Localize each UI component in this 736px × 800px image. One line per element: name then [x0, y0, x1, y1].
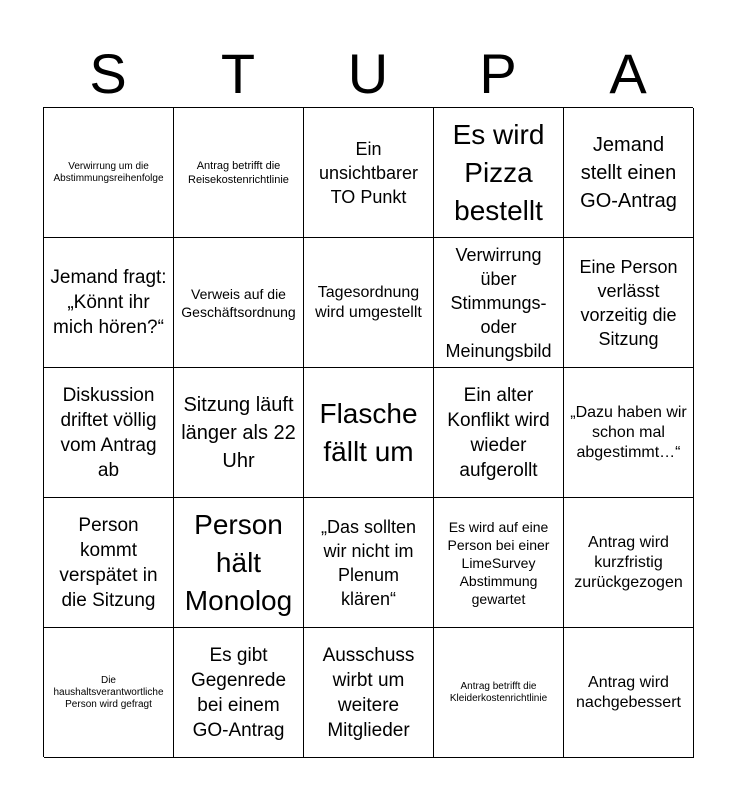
bingo-cell-1-2[interactable] [174, 108, 304, 238]
bingo-cell-3-2[interactable] [174, 368, 304, 498]
bingo-cell-text: Person kommt verspätet in die Sitzung [59, 514, 158, 611]
bingo-cell-text: „Das sollten wir nicht im Plenum klären“ [320, 516, 417, 609]
bingo-cell-4-1[interactable] [44, 498, 174, 628]
bingo-cell-text: Es wird Pizza bestellt [452, 118, 545, 226]
bingo-cell-text: Die haushaltsverantwortliche Person wird gefragt [53, 674, 164, 710]
header-letter-u: U [347, 42, 389, 105]
header-letter-t: T [220, 42, 256, 105]
bingo-cell-text: Sitzung läuft länger als 22 Uhr [181, 393, 296, 472]
bingo-cell-text: Verweis auf die Geschäftsordnung [181, 285, 296, 320]
bingo-cell-5-5[interactable] [564, 628, 694, 758]
bingo-cell-text: Ausschuss wirbt um weitere Mitglieder [322, 644, 415, 741]
bingo-cell-4-2[interactable] [174, 498, 304, 628]
bingo-cell-text: Person hält Monolog [184, 508, 293, 616]
bingo-board [43, 107, 693, 757]
bingo-cell-3-3[interactable] [304, 368, 434, 498]
bingo-cell-3-5[interactable] [564, 368, 694, 498]
header-letter-a: A [609, 42, 647, 105]
bingo-cell-text: Ein alter Konflikt wird wieder aufgerollt [447, 384, 550, 481]
bingo-cell-text: Jemand fragt: „Könnt ihr mich hören?“ [50, 267, 167, 338]
bingo-cell-text: Tagesordnung wird umgestellt [315, 283, 422, 321]
header-letter-p: P [479, 42, 517, 105]
bingo-cell-text: Antrag wird kurzfristig zurückgezogen [574, 533, 683, 591]
bingo-cell-text: Eine Person verlässt vorzeitig die Sitzung [579, 256, 678, 349]
bingo-cell-text: Es gibt Gegenrede bei einem GO-Antrag [190, 644, 287, 741]
bingo-cell-4-5[interactable] [564, 498, 694, 628]
bingo-cell-2-3[interactable] [304, 238, 434, 368]
bingo-cell-text: Es wird auf eine Person bei einer LimeSurvey Abstimmung gewartet [447, 518, 550, 607]
bingo-cell-3-4[interactable] [434, 368, 564, 498]
bingo-cell-text: Jemand stellt einen GO-Antrag [580, 133, 677, 212]
bingo-cell-text: Antrag betrifft die Kleiderkostenrichtlinie [449, 680, 548, 704]
bingo-cell-5-1[interactable] [44, 628, 174, 758]
bingo-cell-text: Verwirrung um die Abstimmungsreihenfolge [53, 160, 164, 184]
bingo-cell-text: Antrag betrifft die Reisekostenrichtlinie [188, 159, 289, 186]
bingo-cell-1-5[interactable] [564, 108, 694, 238]
bingo-cell-2-4[interactable] [434, 238, 564, 368]
bingo-cell-5-2[interactable] [174, 628, 304, 758]
bingo-cell-2-2[interactable] [174, 238, 304, 368]
bingo-cell-4-3[interactable] [304, 498, 434, 628]
bingo-cell-4-4[interactable] [434, 498, 564, 628]
bingo-cell-5-3[interactable] [304, 628, 434, 758]
bingo-cell-2-5[interactable] [564, 238, 694, 368]
bingo-cell-text: Flasche fällt um [319, 397, 418, 467]
bingo-cell-text: Antrag wird nachgebessert [576, 673, 681, 711]
header-letter-s: S [89, 42, 127, 105]
bingo-cell-3-1[interactable] [44, 368, 174, 498]
bingo-cell-5-4[interactable] [434, 628, 564, 758]
bingo-cell-text: „Dazu haben wir schon mal abgestimmt…“ [570, 403, 687, 461]
bingo-cell-text: Diskussion driftet völlig vom Antrag ab [60, 384, 157, 481]
bingo-cell-2-1[interactable] [44, 238, 174, 368]
bingo-cell-text: Verwirrung über Stimmungs- oder Meinungsbild [445, 244, 552, 361]
bingo-cell-text: Ein unsichtbarer TO Punkt [318, 138, 419, 207]
bingo-cell-1-4[interactable] [434, 108, 564, 238]
bingo-header [43, 40, 693, 108]
bingo-cell-1-3[interactable] [304, 108, 434, 238]
bingo-cell-1-1[interactable] [44, 108, 174, 238]
